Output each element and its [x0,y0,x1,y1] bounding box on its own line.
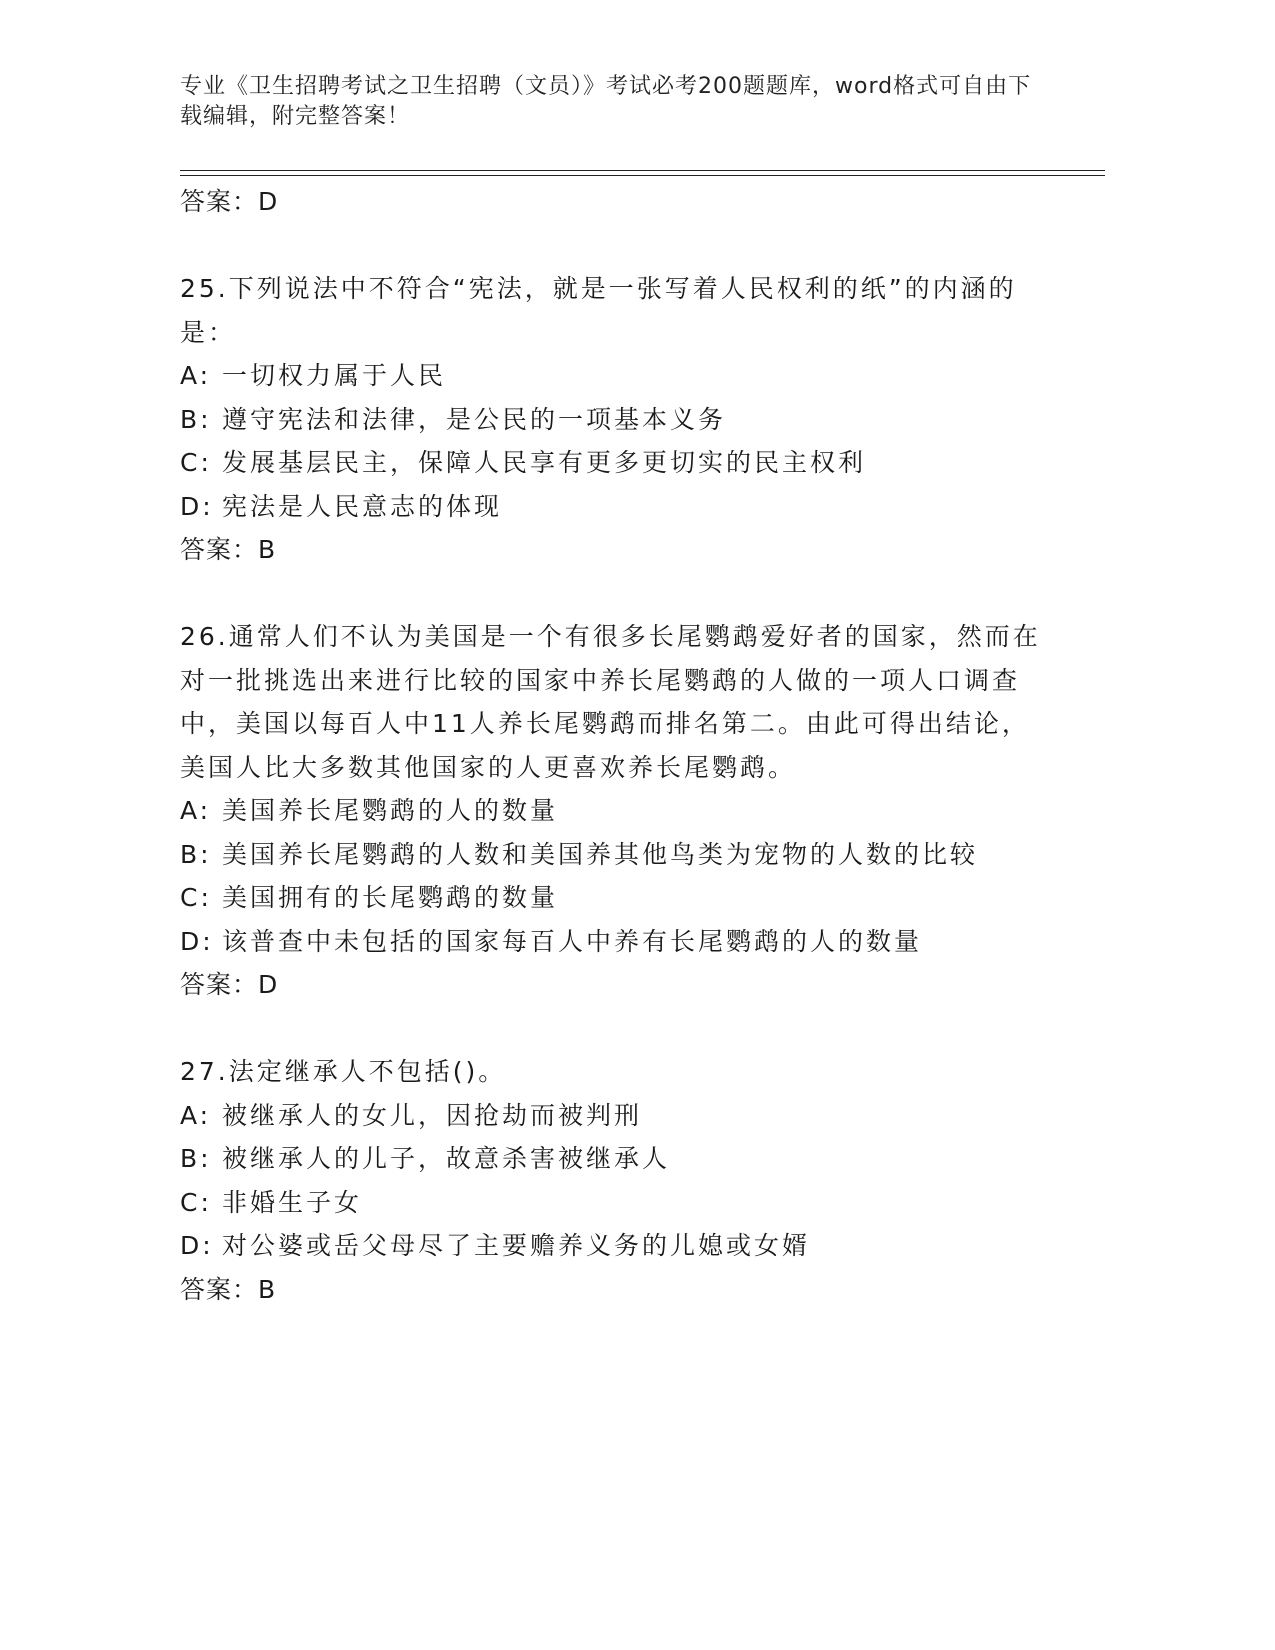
option-text: 美国养长尾鹦鹉的人的数量 [222,796,559,825]
option-text: 被继承人的女儿，因抢劫而被判刑 [222,1100,643,1130]
option-d [180,485,1050,529]
option-text: 对公婆或岳父母尽了主要赡养义务的儿媳或女婿 [222,1231,811,1260]
option-key: C: [180,448,212,477]
option-text: 该普查中未包括的国家每百人中养有长尾鹦鹉的人的数量 [222,926,923,956]
option-d [180,1224,1050,1268]
option-key: B: [180,1144,212,1173]
question-stem: 27.法定继承人不包括()。 [180,1057,507,1086]
option-list [180,1094,1050,1268]
option-b [180,1137,1050,1181]
answer-line: 答案：B [180,1274,277,1304]
option-c [180,441,1050,485]
question-list [180,180,1050,1311]
option-key: B: [180,404,212,434]
header-text: 专业《卫生招聘考试之卫生招聘（文员）》考试必考200题题库，word格式可自由下载编辑，附完整答案！ [180,74,1032,129]
option-d [180,920,1050,964]
option-text: 一切权力属于人民 [222,361,447,390]
header-divider-top [180,170,1105,171]
option-text: 美国养长尾鹦鹉的人数和美国养其他鸟类为宠物的人数的比较 [222,839,979,869]
option-a [180,1094,1050,1138]
option-key: A: [180,1100,212,1130]
option-b [180,833,1050,877]
option-a [180,789,1050,833]
option-key: C: [180,1187,212,1217]
option-text: 被继承人的儿子，故意杀害被继承人 [222,1144,671,1173]
option-list [180,789,1050,963]
question-block [180,267,1050,572]
question-block [180,1050,1050,1311]
option-key: A: [180,361,212,390]
answer-line: 答案：D [180,187,279,216]
option-text: 非婚生子女 [222,1187,363,1217]
option-b [180,398,1050,442]
option-a [180,354,1050,398]
option-key: D: [180,1231,214,1260]
option-c [180,1181,1050,1225]
header-divider-bottom [180,175,1105,176]
option-key: B: [180,839,212,869]
option-text: 遵守宪法和法律，是公民的一项基本义务 [222,404,727,434]
option-list [180,354,1050,528]
option-text: 宪法是人民意志的体现 [222,491,503,521]
option-c [180,876,1050,920]
document-header [180,72,1040,132]
question-stem: 25.下列说法中不符合“宪法，就是一张写着人民权利的纸”的内涵的是： [180,274,1017,347]
answer-line: 答案：D [180,970,279,999]
option-key: A: [180,796,212,825]
option-key: C: [180,883,212,912]
option-key: D: [180,491,214,521]
question-stem: 26.通常人们不认为美国是一个有很多长尾鹦鹉爱好者的国家，然而在对一批挑选出来进行比较的国家中养长尾鹦鹉的人做的一项人口调查中，美国以每百人中11人养长尾鹦鹉而排名第二。由此可得出结论，美国人比大多数其他国家的人更喜欢养长尾鹦鹉。 [180,622,1041,782]
option-text: 美国拥有的长尾鹦鹉的数量 [222,883,559,912]
answer-line: 答案：B [180,535,277,564]
question-block [180,615,1050,1007]
option-text: 发展基层民主，保障人民享有更多更切实的民主权利 [222,448,867,477]
option-key: D: [180,926,214,956]
